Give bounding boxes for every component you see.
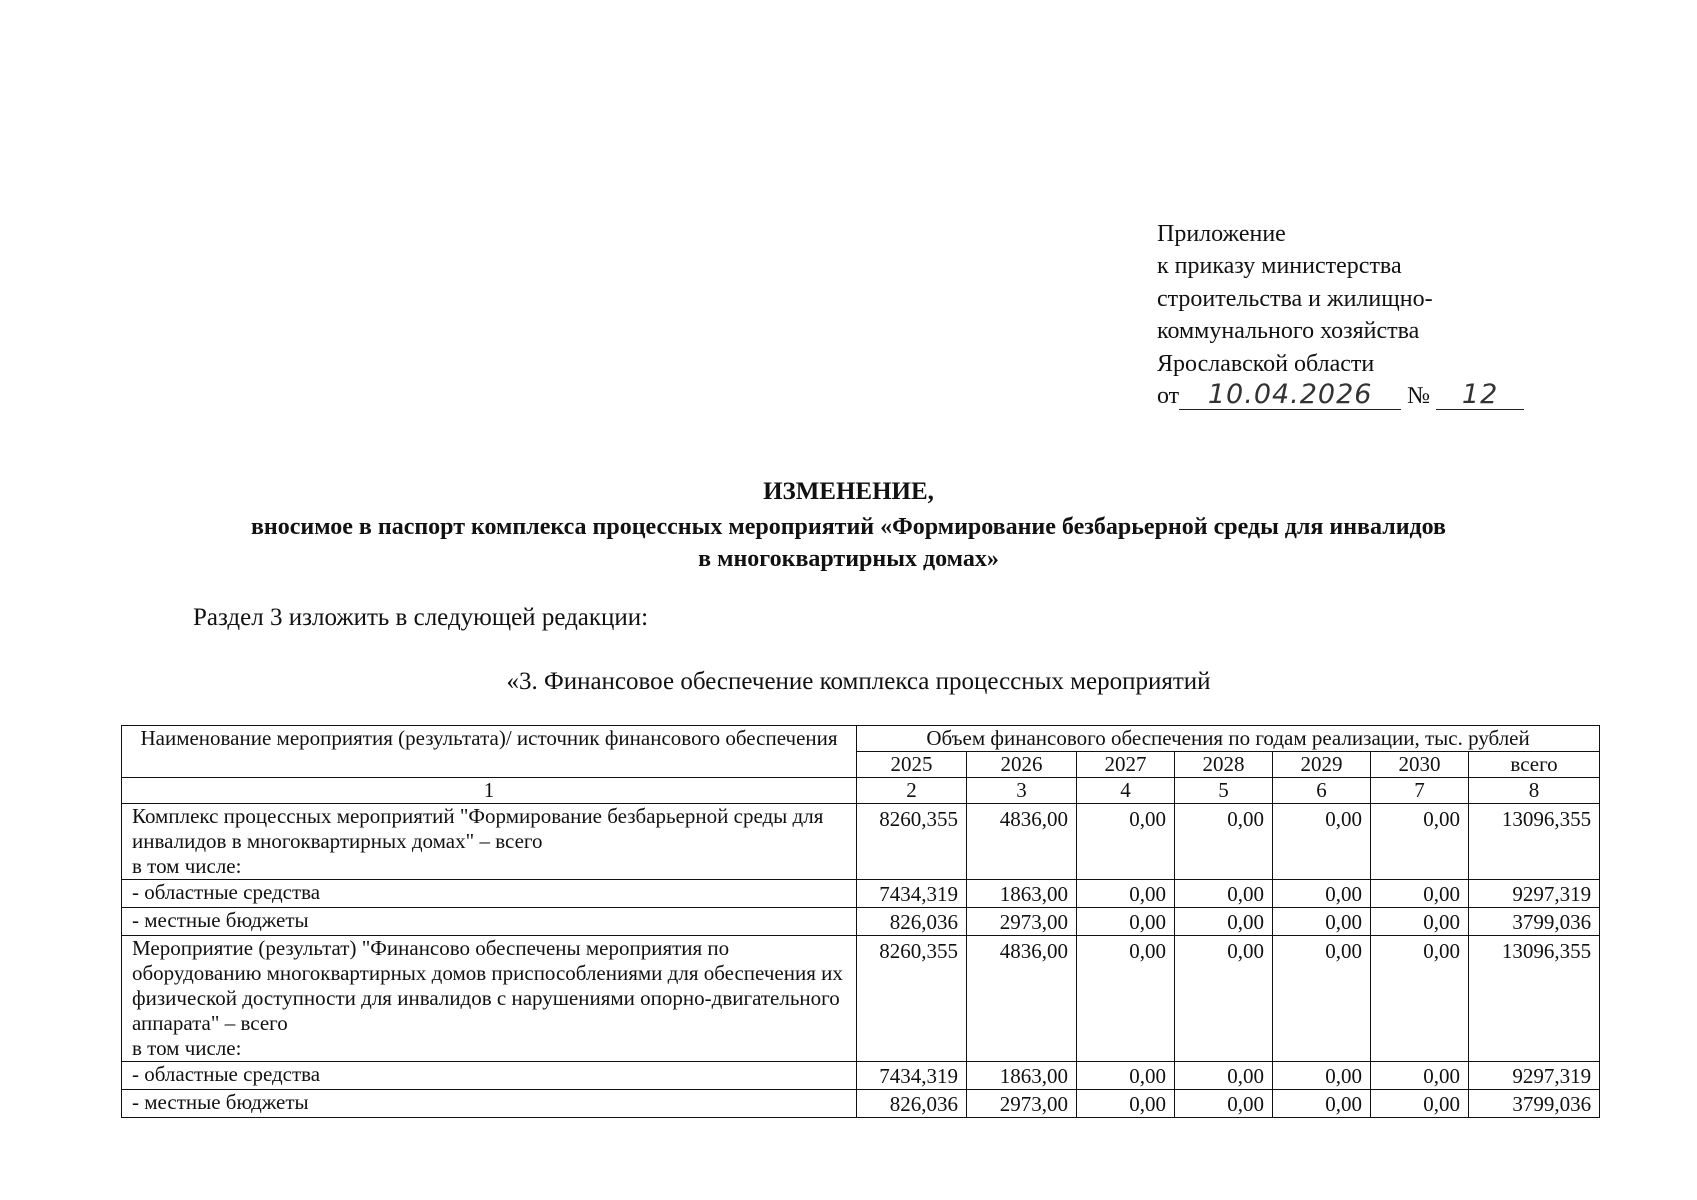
appendix-line: строительства и жилищно- — [1157, 285, 1433, 312]
order-date: 10.04.2026 — [1179, 381, 1401, 410]
row-value-cell: 4836,00 — [967, 936, 1077, 1062]
row-value-cell: 7434,319 — [857, 880, 967, 908]
table-row — [122, 1090, 1600, 1118]
row-name-cell: Комплекс процессных мероприятий "Формирование безбарьерной среды для инвалидов в многоквартирных домах" – всего в том числе: — [122, 804, 857, 880]
header-row — [122, 726, 1600, 752]
instruction-text: Раздел 3 изложить в следующей редакции: — [193, 604, 649, 631]
row-name-cell: - местные бюджеты — [122, 908, 857, 936]
col-number: 4 — [1077, 778, 1175, 804]
row-value-cell: 0,00 — [1273, 804, 1371, 880]
col-number: 6 — [1273, 778, 1371, 804]
header-name-cell: Наименование мероприятия (результата)/ источник финансового обеспечения — [122, 726, 857, 778]
row-value-cell: 0,00 — [1077, 908, 1175, 936]
row-name-cell: - областные средства — [122, 1062, 857, 1090]
row-value-cell: 0,00 — [1077, 804, 1175, 880]
row-value-cell: 1863,00 — [967, 880, 1077, 908]
year-header: 2028 — [1175, 752, 1273, 778]
year-header: 2025 — [857, 752, 967, 778]
table-row — [122, 880, 1600, 908]
row-value-cell: 0,00 — [1077, 880, 1175, 908]
row-total-cell: 3799,036 — [1469, 1090, 1600, 1118]
row-value-cell: 0,00 — [1273, 880, 1371, 908]
number-label: № — [1407, 383, 1431, 410]
row-value-cell: 0,00 — [1175, 936, 1273, 1062]
order-number: 12 — [1436, 381, 1524, 410]
row-value-cell: 0,00 — [1273, 1062, 1371, 1090]
row-value-cell: 0,00 — [1371, 1062, 1469, 1090]
date-prefix: от — [1157, 383, 1180, 410]
column-numbers-row — [122, 778, 1600, 804]
row-value-cell: 1863,00 — [967, 1062, 1077, 1090]
row-value-cell: 0,00 — [1273, 1090, 1371, 1118]
row-value-cell: 2973,00 — [967, 908, 1077, 936]
row-value-cell: 0,00 — [1371, 804, 1469, 880]
row-value-cell: 0,00 — [1175, 880, 1273, 908]
section-title-text: «3. Финансовое обеспечение комплекса процессных мероприятий — [506, 668, 1211, 695]
col-number: 1 — [122, 778, 857, 804]
row-value-cell: 0,00 — [1273, 936, 1371, 1062]
table-row — [122, 908, 1600, 936]
row-value-cell: 826,036 — [857, 1090, 967, 1118]
appendix-block — [1157, 218, 1524, 412]
row-value-cell: 0,00 — [1077, 1090, 1175, 1118]
col-number: 8 — [1469, 778, 1600, 804]
row-value-cell: 0,00 — [1077, 1062, 1175, 1090]
table-row — [122, 936, 1600, 1062]
row-value-cell: 0,00 — [1175, 804, 1273, 880]
appendix-line: Приложение — [1157, 221, 1286, 247]
table-row — [122, 1062, 1600, 1090]
total-header: всего — [1469, 752, 1600, 778]
year-header: 2029 — [1273, 752, 1371, 778]
row-value-cell: 8260,355 — [857, 804, 967, 880]
row-value-cell: 0,00 — [1371, 908, 1469, 936]
row-value-cell: 0,00 — [1273, 908, 1371, 936]
row-value-cell: 2973,00 — [967, 1090, 1077, 1118]
row-value-cell: 0,00 — [1175, 1062, 1273, 1090]
col-number: 5 — [1175, 778, 1273, 804]
document-title: ИЗМЕНЕНИЕ, — [763, 478, 934, 505]
appendix-line: коммунального хозяйства — [1157, 318, 1420, 345]
row-total-cell: 3799,036 — [1469, 908, 1600, 936]
row-value-cell: 0,00 — [1175, 1090, 1273, 1118]
row-total-cell: 9297,319 — [1469, 1062, 1600, 1090]
header-volume-cell: Объем финансового обеспечения по годам реализации, тыс. рублей — [857, 726, 1600, 752]
row-value-cell: 0,00 — [1175, 908, 1273, 936]
year-header: 2026 — [967, 752, 1077, 778]
document-subtitle-line1: вносимое в паспорт комплекса процессных мероприятий «Формирование безбарьерной среды для инвалидов — [250, 514, 1447, 540]
row-value-cell: 826,036 — [857, 908, 967, 936]
row-total-cell: 13096,355 — [1469, 936, 1600, 1062]
row-value-cell: 0,00 — [1371, 1090, 1469, 1118]
year-header: 2027 — [1077, 752, 1175, 778]
row-value-cell: 7434,319 — [857, 1062, 967, 1090]
col-number: 2 — [857, 778, 967, 804]
row-value-cell: 8260,355 — [857, 936, 967, 1062]
row-name-cell: - областные средства — [122, 880, 857, 908]
row-value-cell: 4836,00 — [967, 804, 1077, 880]
row-name-cell: - местные бюджеты — [122, 1090, 857, 1118]
financing-table — [121, 725, 1600, 1118]
row-total-cell: 9297,319 — [1469, 880, 1600, 908]
year-header: 2030 — [1371, 752, 1469, 778]
col-number: 3 — [967, 778, 1077, 804]
section-title — [0, 668, 1697, 696]
appendix-line: к приказу министерства — [1157, 253, 1402, 280]
row-value-cell: 0,00 — [1077, 936, 1175, 1062]
document-subtitle-line2: в многоквартирных домах» — [698, 546, 999, 572]
row-value-cell: 0,00 — [1371, 936, 1469, 1062]
row-name-cell: Мероприятие (результат) "Финансово обеспечены мероприятия по оборудованию многоквартирных домов приспособлениями для обеспечения их физической доступности для инвалидов с нарушениями опорно-двигательного аппарата" – всего в том числе: — [122, 936, 857, 1062]
order-date-line — [1157, 380, 1524, 412]
appendix-line: Ярославской области — [1157, 350, 1375, 377]
col-number: 7 — [1371, 778, 1469, 804]
row-value-cell: 0,00 — [1371, 880, 1469, 908]
table-row — [122, 804, 1600, 880]
table-body — [122, 804, 1600, 1118]
row-total-cell: 13096,355 — [1469, 804, 1600, 880]
